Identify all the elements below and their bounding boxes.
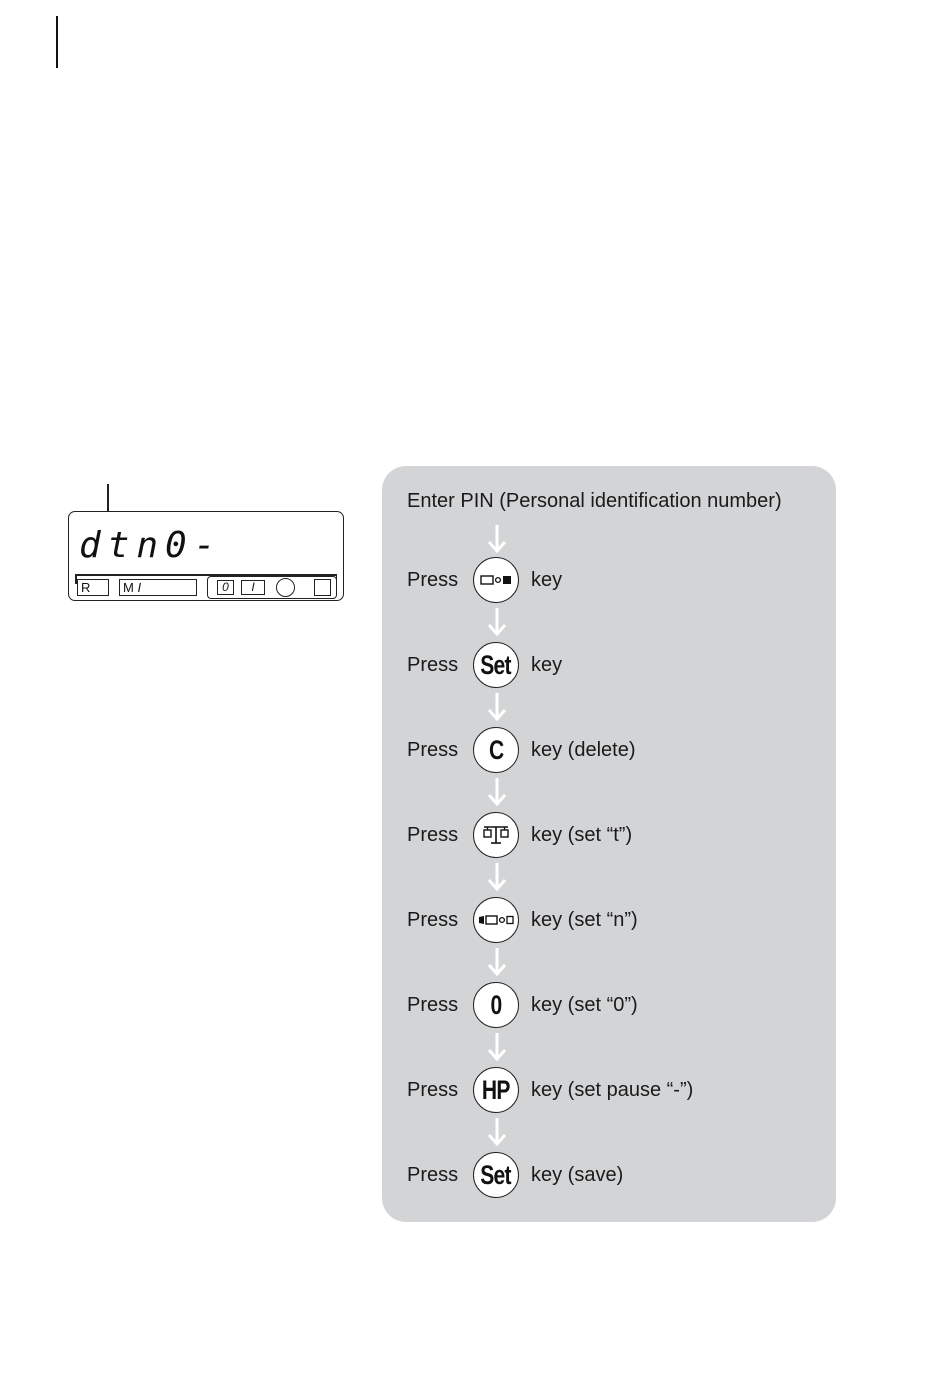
key-label: Set [480, 1159, 512, 1190]
set-key [473, 642, 519, 688]
down-arrow-icon [486, 862, 508, 892]
lcd-indicator-0: 0 [217, 580, 234, 595]
c-key [473, 727, 519, 773]
down-arrow-icon [486, 777, 508, 807]
step-description: key (set pause “-”) [531, 1079, 694, 1101]
step-description: key (delete) [531, 739, 636, 761]
key-label: Set [480, 649, 512, 680]
step-word: Press [407, 654, 459, 676]
mode-key-icon [473, 897, 519, 943]
down-arrow-icon [486, 1117, 508, 1147]
key-label: HP [482, 1074, 510, 1105]
down-arrow-icon [486, 607, 508, 637]
lcd-display [68, 511, 344, 601]
step-description: key (set “n”) [531, 909, 638, 931]
lcd-square-indicator [314, 579, 331, 596]
lcd-r-indicator: R [77, 579, 109, 596]
key-label: C [488, 734, 504, 765]
record-key-icon [473, 557, 519, 603]
down-arrow-icon [486, 524, 508, 554]
panel-heading: Enter PIN (Personal identification number) [407, 490, 782, 512]
step-description: key (set “0”) [531, 994, 638, 1016]
step-word: Press [407, 994, 459, 1016]
scale-key-icon [473, 812, 519, 858]
step-word: Press [407, 739, 459, 761]
lcd-readout: dtn0- [79, 525, 223, 566]
step-description: key [531, 654, 563, 676]
step-description: key (set “t”) [531, 824, 633, 846]
step-word: Press [407, 1164, 459, 1186]
down-arrow-icon [486, 947, 508, 977]
down-arrow-icon [486, 692, 508, 722]
zero-key [473, 982, 519, 1028]
step-description: key [531, 569, 563, 591]
step-word: Press [407, 569, 459, 591]
down-arrow-icon [486, 1032, 508, 1062]
step-word: Press [407, 1079, 459, 1101]
key-label: 0 [490, 989, 502, 1020]
step-word: Press [407, 824, 459, 846]
lcd-indicator-1: I [241, 580, 265, 595]
hp-key [473, 1067, 519, 1113]
lcd-memory-indicator: M I [119, 579, 197, 596]
set-key [473, 1152, 519, 1198]
step-word: Press [407, 909, 459, 931]
page-margin-rule [56, 16, 58, 68]
lcd-circle-indicator [276, 578, 295, 597]
instruction-panel [382, 466, 836, 1222]
step-description: key (save) [531, 1164, 624, 1186]
